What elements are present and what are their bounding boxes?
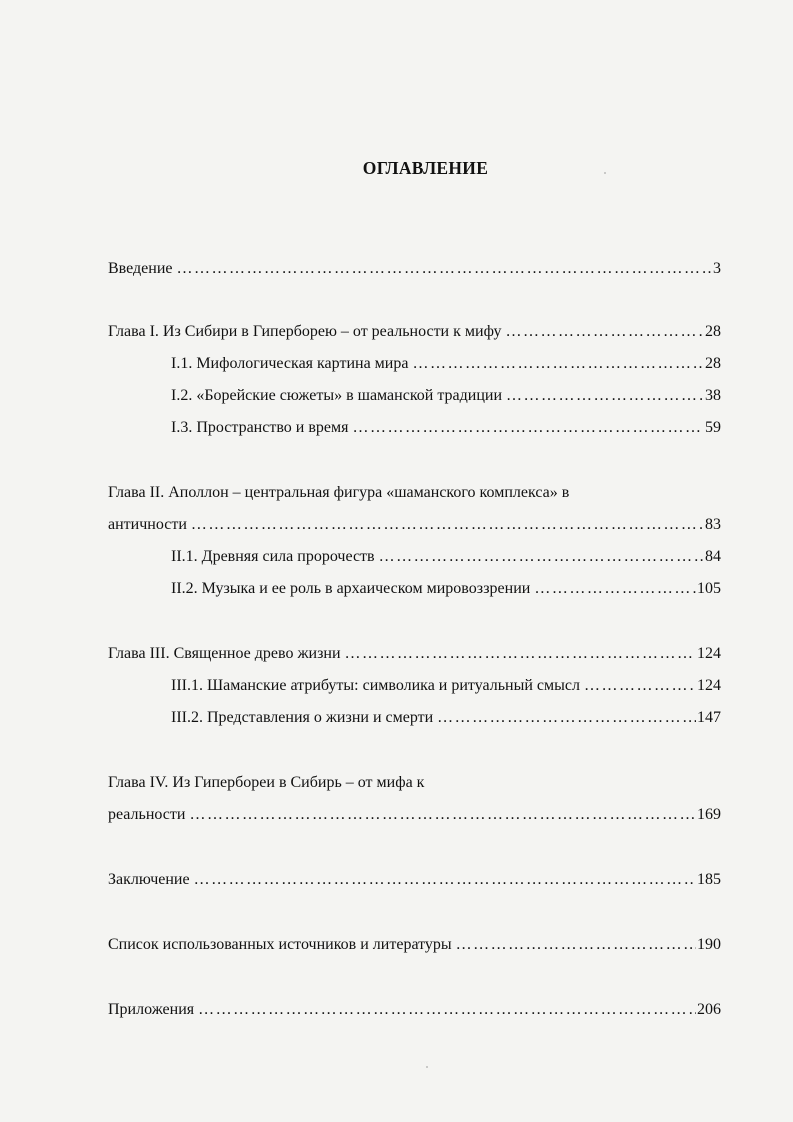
toc-entry-section-1-2: [171, 386, 721, 408]
toc-entry-chapter-3: [108, 644, 721, 666]
leader-dots: [534, 579, 696, 599]
leader-dots: [191, 515, 704, 535]
toc-entry-label: реальности: [108, 806, 186, 823]
toc-entry-chapter-4: [108, 805, 721, 827]
toc-page-number: 105: [697, 580, 721, 597]
toc-entry-label: Введение: [108, 260, 173, 277]
toc-page-number: 3: [713, 260, 721, 277]
toc-entry-section-3-2: [171, 708, 721, 730]
toc-entry-chapter-2-line1: Глава II. Аполлон – центральная фигура «шаманского комплекса» в: [108, 484, 570, 501]
toc-entry-chapter-4-line1: Глава IV. Из Гипербореи в Сибирь – от мифа к: [108, 774, 425, 791]
leader-dots: [194, 870, 696, 890]
toc-entry-label: Заключение: [108, 871, 190, 888]
leader-dots: [198, 1000, 696, 1020]
toc-entry-label: I.2. «Борейские сюжеты» в шаманской традиции: [171, 387, 503, 404]
toc-entry-conclusion: [108, 870, 721, 892]
toc-entry-section-3-1: [171, 676, 721, 698]
toc-page-number: 169: [697, 806, 721, 823]
leader-dots: [379, 547, 704, 567]
scan-speck: [604, 172, 606, 174]
toc-page-number: 84: [705, 548, 721, 565]
leader-dots: [352, 418, 704, 438]
leader-dots: [189, 805, 696, 825]
toc-entry-label: Глава I. Из Сибири в Гиперборею – от реальности к мифу: [108, 323, 502, 340]
toc-page-number: 28: [705, 355, 721, 372]
leader-dots: [412, 354, 704, 374]
toc-entry-chapter-1: [108, 322, 721, 344]
toc-page-number: 190: [697, 936, 721, 953]
toc-entry-bibliography: [108, 935, 721, 957]
leader-dots: [584, 676, 696, 696]
toc-entry-section-2-2: [171, 579, 721, 601]
toc-entry-label: II.1. Древняя сила пророчеств: [171, 548, 375, 565]
toc-entry-label: Список использованных источников и литературы: [108, 936, 452, 953]
toc-entry-introduction: [108, 259, 721, 281]
leader-dots: [437, 708, 696, 728]
leader-dots: [506, 322, 704, 342]
toc-page-number: 124: [697, 645, 721, 662]
toc-entry-label: II.2. Музыка и ее роль в архаическом мировоззрении: [171, 580, 531, 597]
toc-page-number: 83: [705, 516, 721, 533]
toc-entry-label: Приложения: [108, 1001, 195, 1018]
leader-dots: [177, 259, 713, 279]
leader-dots: [506, 386, 704, 406]
toc-page-number: 124: [697, 677, 721, 694]
toc-entry-chapter-2: [108, 515, 721, 537]
toc-entry-appendices: [108, 1000, 721, 1022]
toc-entry-section-2-1: [171, 547, 721, 569]
toc-entry-label: античности: [108, 516, 187, 533]
toc-entry-section-1-1: [171, 354, 721, 376]
toc-page-number: 59: [705, 419, 721, 436]
toc-entry-label: I.1. Мифологическая картина мира: [171, 355, 409, 372]
scan-speck: [426, 1066, 428, 1068]
page-title: ОГЛАВЛЕНИЕ: [362, 158, 489, 178]
toc-entry-label: III.2. Представления о жизни и смерти: [171, 709, 434, 726]
toc-entry-label: Глава III. Священное древо жизни: [108, 645, 341, 662]
leader-dots: [345, 644, 696, 664]
toc-page-number: 28: [705, 323, 721, 340]
toc-page-number: 206: [697, 1001, 721, 1018]
toc-page-number: 185: [697, 871, 721, 888]
toc-entry-label: III.1. Шаманские атрибуты: символика и ритуальный смысл: [171, 677, 580, 694]
toc-page-number: 147: [697, 709, 721, 726]
toc-entry-section-1-3: [171, 418, 721, 440]
toc-page-number: 38: [705, 387, 721, 404]
toc-entry-label: I.3. Пространство и время: [171, 419, 349, 436]
leader-dots: [456, 935, 696, 955]
